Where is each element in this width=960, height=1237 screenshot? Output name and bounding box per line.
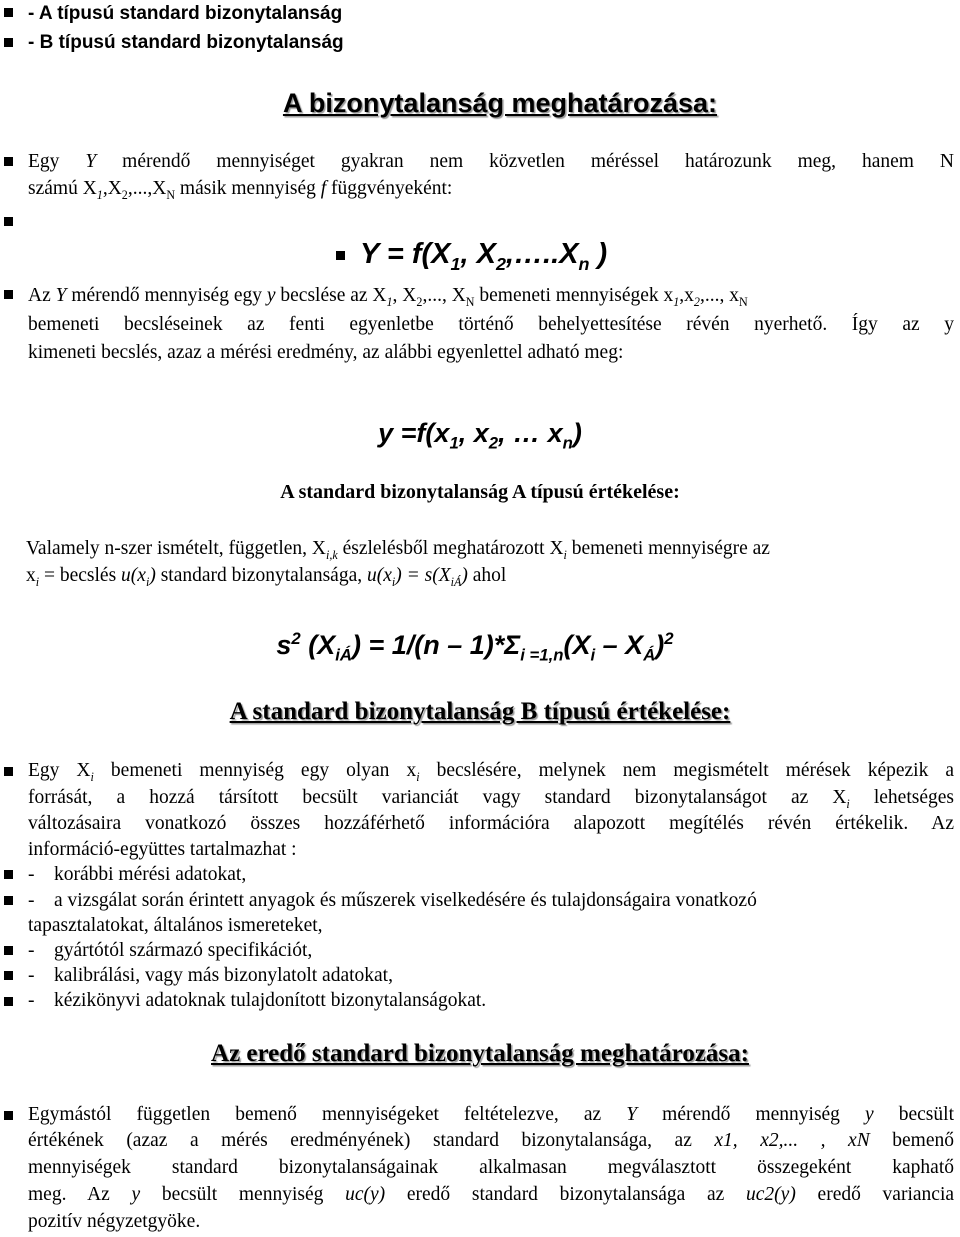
para1-line2: számú $X_1,X_2,...,X_N$ másik mennyiség f függvényeként:	[28, 178, 453, 202]
heading-combined: Az eredő standard bizonytalanság meghatározása:	[211, 1040, 749, 1067]
para2-line1: Az Y mérendő mennyiség egy y becslése az $X_1$, $X_2$,..., $X_N$ bemeneti mennyiségek $x_1,x_2$,..., $x_N$	[28, 285, 748, 309]
para3-line2: $x_i$ = becslés $u(x_i)$ standard bizonytalansága, $u(x_i) = s(X_{iÁ})$ ahol	[26, 565, 507, 589]
bullet-icon	[4, 38, 13, 47]
para5-line4: meg. Az y becsült mennyiség uc(y) eredő standard bizonytalansága az uc2(y) eredő variancia	[28, 1184, 954, 1205]
heading-b-type: A standard bizonytalanság B típusú értékelése:	[229, 698, 731, 725]
para4-line2: forrását, a hozzá társított becsült varianciát vagy standard bizonytalanságot az $X_i$ lehetséges	[28, 787, 954, 810]
bullet-icon	[4, 217, 13, 226]
para2-line3: kimeneti becslés, azaz a mérési eredmény, az alábbi egyenlettel adható meg:	[28, 342, 624, 363]
para4-line3: változásaira vonatkozó összes hozzáférhető információra alapozott megítélés révén értékelik. Az	[28, 813, 954, 834]
bullet-icon	[4, 767, 13, 776]
top-bullet-a: - A típusú standard bizonytalanság	[28, 3, 343, 24]
list-item: - a vizsgálat során érintett anyagok és műszerek viselkedésére és tulajdonságaira vonatkozó	[28, 890, 757, 911]
bullet-icon	[4, 8, 13, 17]
para4-line4: információ-együttes tartalmazhat :	[28, 839, 297, 860]
para5-line3: mennyiségek standard bizonytalanságainak alkalmasan megválasztott összegeként kaphatő	[28, 1157, 954, 1178]
list-item: - kézikönyvi adatoknak tulajdonított bizonytalanságokat.	[28, 990, 487, 1011]
bullet-icon	[4, 157, 13, 166]
heading-bizonytalansag: A bizonytalanság meghatározása:	[282, 88, 718, 118]
bullet-icon	[4, 896, 13, 905]
para2-line2: bemeneti becsléseinek az fenti egyenletbe történő behelyettesítése révén nyerhető. Így az y	[28, 314, 954, 335]
heading-a-type: A standard bizonytalanság A típusú értékelése:	[280, 481, 680, 503]
para4-line1: Egy $X_i$ bemeneti mennyiség egy olyan $x_i$ becslésére, melynek nem megismételt mérések képezik a	[28, 760, 954, 783]
list-item: - korábbi mérési adatokat,	[28, 864, 247, 885]
list-item-continued: tapasztalatokat, általános ismereteket,	[28, 915, 323, 936]
formula-y: $Y = f(X_1$, $X_2,\dots..X_n$ )	[360, 238, 608, 274]
bullet-icon	[4, 870, 13, 879]
formula-variance: $s^2$ $(X_{iÁ}) = 1/(n - 1)*\Sigma_{i =1,n}(X_i - X_Á)^2$	[276, 629, 674, 665]
formula-y-small: $y =f(x_1$, $x_2$, … $x_n$)	[378, 418, 582, 453]
bullet-icon	[336, 251, 345, 260]
bullet-icon	[4, 971, 13, 980]
para5-line1: Egymástól független bemenő mennyiségeket feltételezve, az Y mérendő mennyiség y becsült	[28, 1104, 954, 1125]
para5-line2: értékének (azaz a mérés eredményének) standard bizonytalansága, az x1, x2,... , xN bemenő	[28, 1130, 954, 1151]
para1-line1: Egy Y mérendő mennyiséget gyakran nem közvetlen méréssel határozunk meg, hanem N	[28, 151, 954, 172]
para3-line1: Valamely n-szer ismételt, független, $X_{i,k}$ észlelésből meghatározott $X_i$ bemeneti mennyiségre az	[26, 538, 770, 562]
bullet-icon	[4, 1111, 13, 1120]
para5-line5: pozitív négyzetgyöke.	[28, 1211, 201, 1232]
list-item: - kalibrálási, vagy más bizonylatolt adatokat,	[28, 965, 393, 986]
list-item: - gyártótól származó specifikációt,	[28, 940, 313, 961]
bullet-icon	[4, 946, 13, 955]
bullet-icon	[4, 997, 13, 1006]
bullet-icon	[4, 290, 13, 299]
top-bullet-b: - B típusú standard bizonytalanság	[28, 32, 344, 53]
